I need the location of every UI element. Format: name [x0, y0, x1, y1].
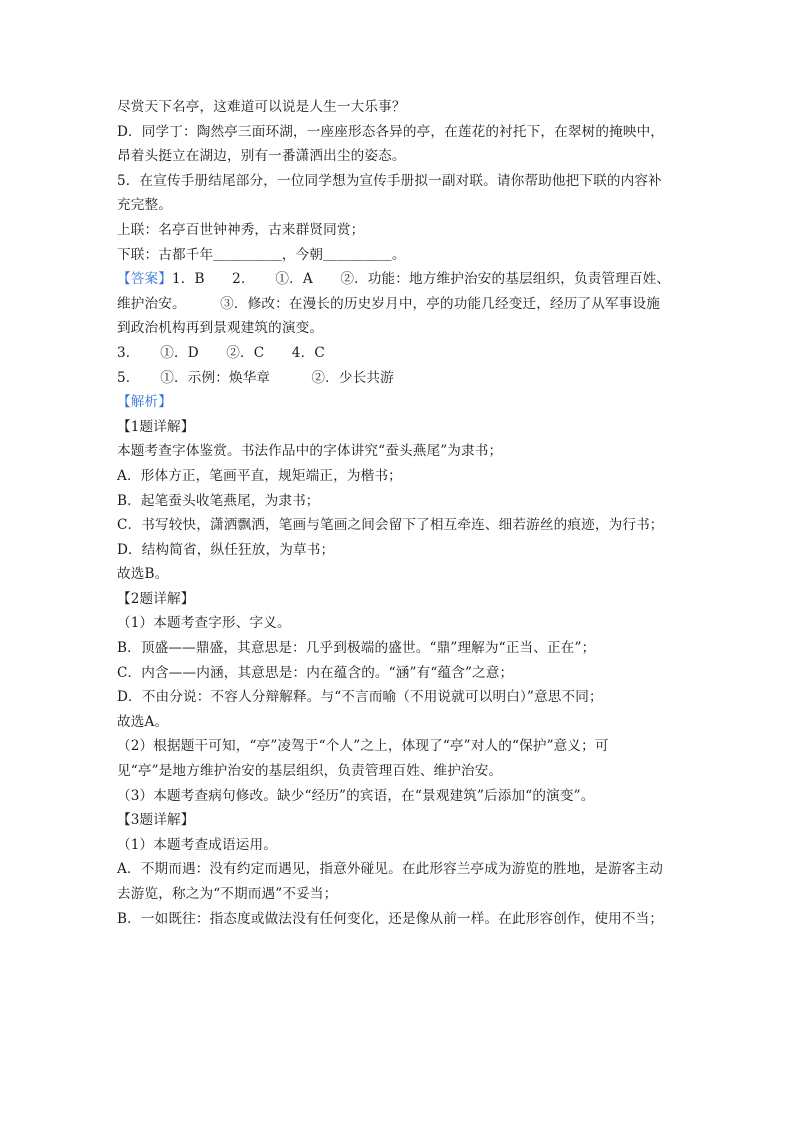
text-line: 【1题详解】	[117, 418, 195, 435]
text-line: （1）本题考查成语运用。	[117, 836, 277, 853]
text-line: 上联：名亭百世钟神秀，古来群贤同赏；	[117, 221, 365, 238]
text-line: 见“亭”是地方维护治安的基层组织，负责管理百姓、维护治安。	[117, 763, 503, 780]
text-line: 尽赏天下名亭，这难道可以说是人生一大乐事？	[117, 99, 406, 115]
text-line: 昂着头挺立在湖边，别有一番潇洒出尘的姿态。	[117, 148, 406, 165]
text-line: 到政治机构再到景观建筑的演变。	[117, 320, 324, 337]
text-line: 【2题详解】	[117, 590, 195, 607]
text-line: 本题考查字体鉴赏。书法作品中的字体讲究“蚕头燕尾”为隶书；	[117, 443, 503, 460]
text-line: A．不期而遇：没有约定而遇见，指意外碰见。在此形容兰亭成为游览的胜地，是游客主动	[117, 861, 663, 878]
text-line: C．书写较快，潇洒飘洒，笔画与笔画之间会留下了相互牵连、细若游丝的痕迹，为行书；	[117, 517, 664, 534]
text-line: 故选A。	[117, 713, 169, 730]
text-line: C．内含——内涵，其意思是：内在蕴含的。“涵”有“蕴含”之意；	[117, 664, 514, 681]
text-line: 维护治安。 ③．修改：在漫长的历史岁月中，亭的功能几经变迁，经历了从军事设施	[117, 295, 660, 312]
text-line: D．同学丁：陶然亭三面环湖，一座座形态各异的亭，在莲花的衬托下，在翠树的掩映中，	[117, 123, 665, 140]
text-line: B．顶盛——鼎盛，其意思是：几乎到极端的盛世。“鼎”理解为“正当、正在”；	[117, 640, 596, 657]
analysis-line	[117, 390, 677, 415]
text-line: 下联：古都千年＿＿＿＿＿，今朝＿＿＿＿＿。	[117, 246, 406, 263]
text-line: B．一如既往：指态度或做法没有任何变化，还是像从前一样。在此形容创作，使用不当；	[117, 910, 664, 927]
text-line: A．形体方正，笔画平直，规矩端正，为楷书；	[117, 467, 402, 484]
analysis-tag: 【解析】	[117, 394, 172, 411]
text-line: 5．在宣传手册结尾部分，一位同学想为宣传手册拟一副对联。请你帮助他把下联的内容补	[117, 172, 662, 189]
text-line: 去游览，称之为“不期而遇”不妥当；	[117, 886, 338, 902]
answer-line	[117, 267, 677, 292]
text-line: D．不由分说：不容人分辩解释。与“不言而喻（不用说就可以明白）”意思不同；	[117, 689, 603, 706]
text-line: B．起笔蚕头收笔燕尾，为隶书；	[117, 492, 320, 509]
text-line: 充完整。	[117, 197, 172, 214]
text-line: 3． ①．D ②．C 4．C	[117, 344, 325, 361]
text-line: 5． ①．示例：焕华章 ②．少长共游	[117, 369, 394, 386]
document-page	[117, 95, 677, 931]
answer-tag: 【答案】	[117, 271, 172, 288]
text-line: 故选B。	[117, 566, 169, 583]
text-line: 【3题详解】	[117, 812, 195, 829]
text-line: （3）本题考查病句修改。缺少“经历”的宾语，在“景观建筑”后添加“的演变”。	[117, 787, 595, 804]
answer-text: 1．B 2． ①．A ②．功能：地方维护治安的基层组织，负责管理百姓、	[171, 271, 671, 288]
text-line: （1）本题考查字形、字义。	[117, 615, 291, 632]
text-line: （2）根据题干可知，“亭”凌驾于“个人”之上，体现了“亭”对人的“保护”意义；可	[117, 738, 609, 755]
text-line: D．结构简省，纵任狂放，为草书；	[117, 541, 335, 558]
